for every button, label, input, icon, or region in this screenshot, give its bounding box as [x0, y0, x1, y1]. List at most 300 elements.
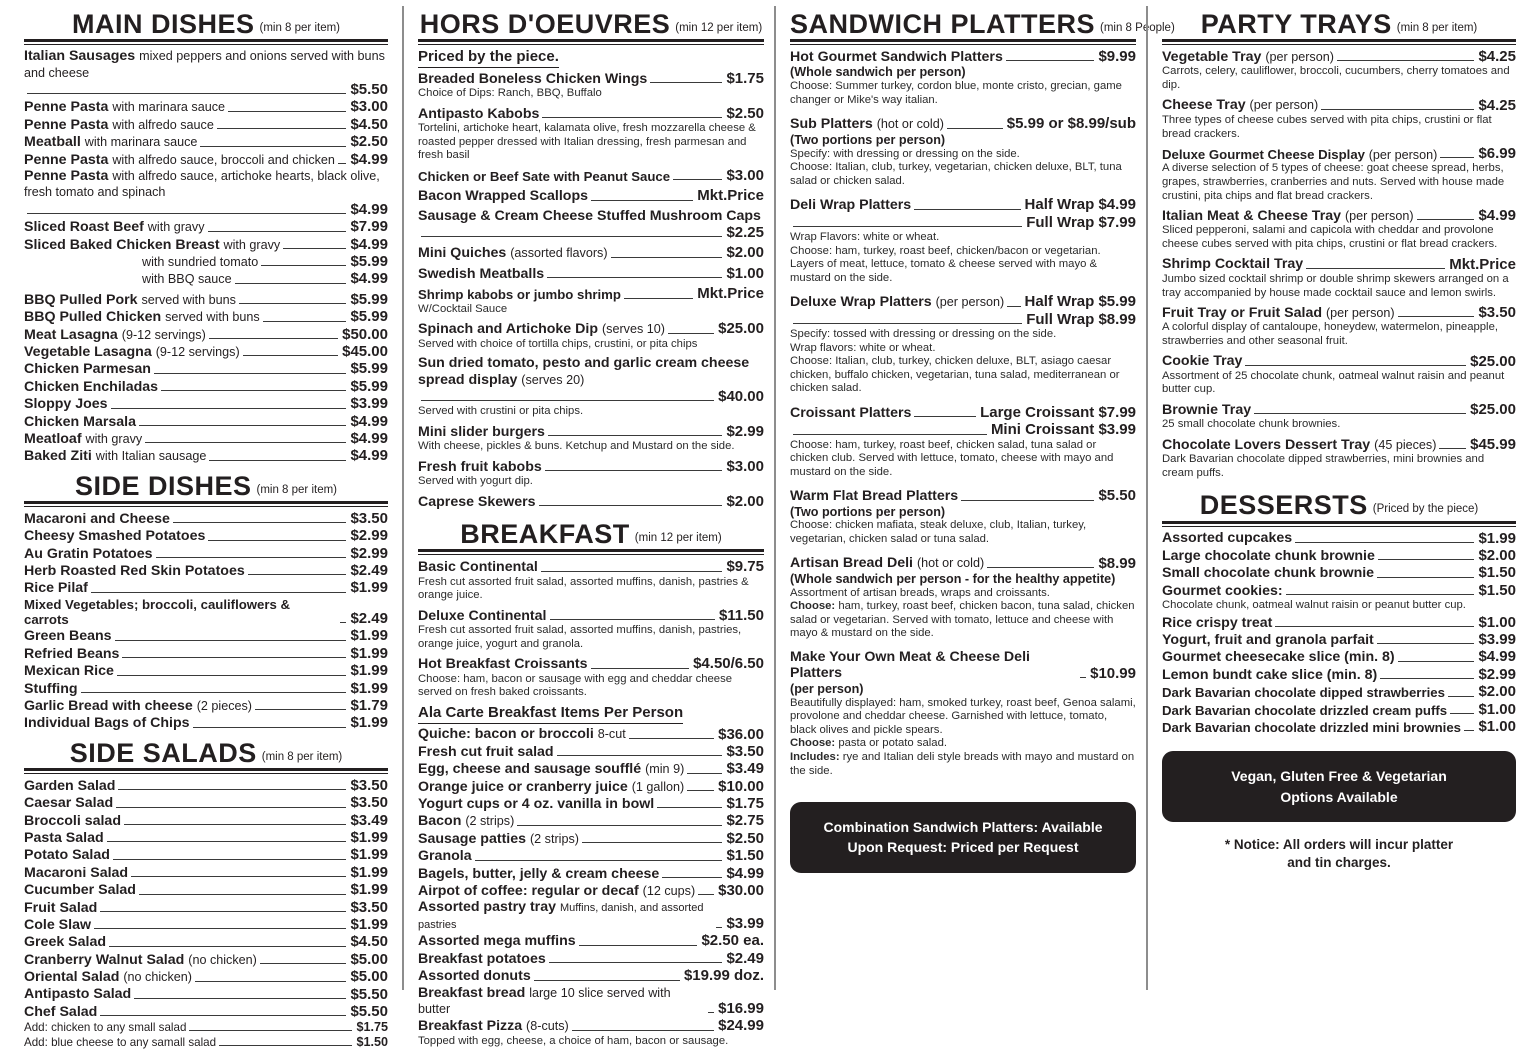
price-leader — [100, 911, 346, 912]
price-leader — [117, 675, 347, 676]
menu-item-description: Choose: Summer turkey, cordon blue, monte cristo, grecian, game changer or Mike's way italian. — [790, 80, 1122, 106]
price-leader — [1378, 559, 1475, 560]
price-leader — [260, 963, 347, 964]
menu-item-price: $4.50 — [350, 933, 388, 951]
menu-section — [24, 735, 388, 774]
menu-item-description: Three types of cheese cubes served with pita chips, crustini or flat bread crackers. — [1162, 113, 1492, 140]
menu-item-price: $3.00 — [726, 457, 764, 475]
menu-item-name: Antipasto Salad — [24, 986, 132, 1003]
section-rule — [418, 549, 764, 555]
menu-item-name: Garden Salad — [24, 777, 116, 794]
menu-item-qualifier: (no chicken) — [123, 970, 192, 985]
menu-item-row — [790, 487, 1136, 504]
menu-item-name: Assorted pastry tray Muffins, danish, and assorted pastries — [418, 899, 704, 931]
menu-item-secondary-price-row — [790, 311, 1136, 328]
menu-item-name: Bacon Wrapped Scallops — [418, 188, 589, 205]
menu-item-qualifier: (9-12 servings) — [121, 327, 206, 342]
menu-item-row — [790, 649, 1136, 682]
menu-item-price: $5.50 — [350, 1002, 388, 1020]
menu-item-name: Green Beans — [24, 628, 112, 645]
price-leader — [109, 946, 346, 947]
menu-item-price: $2.00 — [726, 244, 764, 262]
menu-item-row — [418, 607, 764, 624]
menu-item-name: Chef Salad — [24, 1003, 98, 1020]
menu-item-row — [1162, 304, 1516, 321]
menu-item-name: Italian Meat & Cheese Tray (per person) — [1162, 208, 1414, 224]
menu-item-qualifier: (per person) — [1368, 147, 1438, 162]
price-leader — [1377, 577, 1474, 578]
menu-item-price: $24.99 — [718, 1017, 764, 1035]
menu-item-price: $10.00 — [718, 777, 764, 795]
menu-item-name: Make Your Own Meat & Cheese Deli Platters — [790, 649, 1030, 682]
price-leader — [122, 657, 346, 658]
price-leader — [340, 622, 346, 623]
menu-item-price: $19.99 doz. — [683, 967, 764, 985]
section-min-note: (min 12 per item) — [675, 22, 763, 34]
menu-item-name: Cucumber Salad — [24, 882, 136, 899]
menu-item-row — [418, 812, 764, 829]
price-leader — [91, 592, 347, 593]
menu-item-row — [790, 196, 1136, 213]
menu-item-name: Vegetable Lasagna (9-12 servings) — [24, 343, 240, 360]
price-leader — [139, 894, 346, 895]
menu-item-price: $30.00 — [718, 882, 764, 900]
price-leader — [173, 522, 347, 523]
menu-section — [24, 6, 388, 45]
menu-item-price: $1.99 — [1478, 529, 1516, 547]
menu-item-description: Assortment of artisan breads, wraps and croissants. Choose: ham, turkey, roast beef, chicken bacon, tuna salad, chicken salad or vegetarian. Served with tomato, lettuce and cheese with mayo & mustard on the side. — [790, 586, 1135, 640]
menu-item-subtitle: (Two portions per person) — [790, 132, 946, 147]
menu-item-row — [418, 967, 764, 984]
menu-item-name: Assorted mega muffins — [418, 933, 576, 950]
price-leader — [283, 248, 346, 249]
menu-item-row — [1162, 256, 1516, 273]
menu-item-row — [1162, 683, 1516, 700]
menu-item-row — [24, 864, 388, 881]
price-leader — [572, 1030, 714, 1031]
menu-item-qualifier: (2 strips) — [465, 814, 515, 829]
menu-item-name: Shrimp Cocktail Tray — [1162, 256, 1304, 273]
menu-item-name: BBQ Pulled Pork served with buns — [24, 291, 236, 308]
price-leader — [582, 842, 722, 843]
priced-by-piece-wrap — [418, 48, 764, 70]
menu-item-name: Quiche: bacon or broccoli 8-cut — [418, 726, 626, 743]
menu-item-price-secondary: Mini Croissant $3.99 — [990, 421, 1136, 439]
menu-item-row — [1162, 666, 1516, 683]
menu-item-qualifier: with gravy — [223, 237, 281, 252]
menu-item-name: Individual Bags of Chips — [24, 715, 190, 732]
menu-item-row — [24, 1003, 388, 1020]
menu-item-qualifier: with alfredo sauce — [112, 117, 214, 132]
menu-item-price: $25.00 — [718, 320, 764, 338]
price-leader — [534, 980, 680, 981]
menu-item-price: $3.99 — [350, 395, 388, 413]
menu-item-price: $9.75 — [726, 558, 764, 576]
menu-item-price: $5.99 — [350, 308, 388, 326]
menu-item-price: $3.50 — [350, 898, 388, 916]
price-leader — [914, 416, 976, 417]
menu-item-row — [24, 777, 388, 794]
menu-item-qualifier: Muffins, danish, and assorted pastries — [418, 902, 704, 931]
price-leader — [961, 500, 1094, 501]
spacer — [790, 108, 1136, 115]
menu-item-price: $5.99 — [350, 360, 388, 378]
menu-item-row — [24, 308, 388, 325]
menu-item-row — [24, 1035, 388, 1050]
price-leader — [708, 1012, 714, 1013]
menu-item-row — [24, 510, 388, 527]
menu-item-price: $5.50 — [350, 985, 388, 1003]
menu-item-qualifier: (9-12 servings) — [155, 344, 240, 359]
menu-item-price: $4.99 — [350, 429, 388, 447]
menu-item-name: BBQ Pulled Chicken served with buns — [24, 309, 260, 326]
menu-item-description: Specify: with dressing or dressing on the side. Choose: Italian, club, turkey, vegetarian, chicken deluxe, BLT, tuna salad or chicken salad. — [790, 147, 1122, 187]
menu-item-price: $1.99 — [350, 863, 388, 881]
menu-item-name: Small chocolate chunk brownie — [1162, 565, 1375, 582]
menu-item-price: $45.99 — [1470, 435, 1516, 453]
menu-item-price: $5.99 — [350, 290, 388, 308]
menu-item-name: Sliced Baked Chicken Breast with gravy — [24, 236, 281, 253]
menu-item-name: Pasta Salad — [24, 829, 104, 846]
price-leader — [239, 303, 346, 304]
menu-section — [790, 6, 1175, 45]
section-title: MAIN DISHES (min 8 per item) — [71, 9, 341, 39]
menu-item-price: $40.00 — [718, 388, 764, 406]
menu-item-name: Artisan Bread Deli (hot or cold) — [790, 555, 985, 572]
menu-item-subtitle: (per person) — [790, 681, 864, 696]
menu-item-price: $1.50 — [1478, 564, 1516, 582]
menu-item-name: Meatball with marinara sauce — [24, 134, 198, 151]
menu-item-price: $1.99 — [350, 846, 388, 864]
menu-item-price: Mkt.Price — [697, 285, 764, 303]
menu-item-qualifier: (hot or cold) — [876, 117, 944, 132]
price-leader — [1380, 678, 1474, 679]
price-leader — [539, 505, 723, 506]
menu-item-row — [1162, 614, 1516, 631]
menu-item-price: $1.75 — [726, 795, 764, 813]
price-leader — [27, 93, 346, 94]
menu-item-row — [24, 291, 388, 308]
menu-item-name: Au Gratin Potatoes — [24, 545, 153, 562]
price-leader — [107, 841, 347, 842]
menu-item-name: Cookie Tray — [1162, 353, 1243, 370]
menu-item-price: $5.50 — [350, 81, 388, 99]
price-leader — [100, 1015, 346, 1016]
menu-item-name: Antipasto Kabobs — [418, 105, 540, 122]
price-leader — [687, 790, 714, 791]
menu-item-name: Basic Continental — [418, 559, 538, 576]
menu-item-name: Brownie Tray — [1162, 401, 1252, 418]
price-leader — [579, 945, 698, 946]
menu-item — [418, 355, 764, 405]
menu-item-name: Macaroni and Cheese — [24, 510, 170, 527]
price-leader — [541, 571, 723, 572]
menu-item-row — [418, 950, 764, 967]
menu-item-description: Assortment of 25 chocolate chunk, oatmeal walnut raisin and peanut butter cup. — [1162, 369, 1505, 396]
price-leader — [115, 640, 347, 641]
menu-item-price: $45.00 — [342, 343, 388, 361]
menu-item-price: $4.99 — [350, 447, 388, 465]
price-leader — [145, 442, 346, 443]
menu-item-qualifier: with alfredo sauce, artichoke hearts, black olive, fresh tomato and spinach — [24, 168, 380, 200]
menu-item-name: Sub Platters (hot or cold) — [790, 116, 944, 133]
menu-item-qualifier: 8-cut — [597, 727, 626, 742]
menu-item-row — [24, 579, 388, 596]
menu-item-row — [418, 423, 764, 440]
menu-item-price: Mkt.Price — [1449, 255, 1516, 273]
price-leader — [81, 692, 347, 693]
menu-item-description: Beautifully displayed: ham, smoked turkey, roast beef, Genoa salami, provolone and cheddar cheese. Garnished with lettuce, tomato, black olives and pickle spears. Choose: pasta or potato salad. Includes: rye and Italian deli style breads with mayo and mustard on the side. — [790, 696, 1136, 777]
spacer — [790, 286, 1136, 293]
vegan-options-callout: Vegan, Gluten Free & Vegetarian Options Available — [1162, 751, 1516, 822]
menu-item-price: $2.99 — [1478, 665, 1516, 683]
menu-item-name: Caesar Salad — [24, 795, 114, 812]
menu-item-name: Dark Bavarian chocolate dipped strawberries — [1162, 685, 1445, 701]
menu-item-name: Chicken or Beef Sate with Peanut Sauce — [418, 168, 671, 184]
section-title: BREAKFAST (min 12 per item) — [460, 519, 722, 550]
menu-item-row — [24, 326, 388, 343]
menu-item-name: Cole Slaw — [24, 916, 92, 933]
price-leader — [113, 859, 347, 860]
menu-item-name: Stuffing — [24, 680, 78, 697]
menu-item-name: Dark Bavarian chocolate drizzled mini brownies — [1162, 720, 1462, 736]
price-leader — [1321, 109, 1474, 110]
menu-item-price: $1.99 — [350, 644, 388, 662]
menu-item-name: Bacon (2 strips) — [418, 813, 515, 830]
menu-item-row — [418, 187, 764, 204]
priced-by-piece-heading: Priced by the piece. — [418, 48, 559, 68]
section-rule — [1162, 521, 1516, 527]
price-leader — [1295, 542, 1474, 543]
menu-item-subtitle: (Whole sandwich per person - for the healthy appetite) — [790, 571, 1116, 586]
menu-item-price: $2.99 — [350, 527, 388, 545]
menu-item-row — [418, 493, 764, 510]
menu-item-price: $2.49 — [350, 562, 388, 580]
spacer — [790, 189, 1136, 196]
menu-section — [1162, 6, 1516, 45]
spacer — [790, 480, 1136, 487]
menu-item-name: Rice crispy treat — [1162, 614, 1273, 631]
menu-item-price: $3.00 — [726, 166, 764, 184]
price-leader — [94, 928, 346, 929]
menu-item-row — [24, 916, 388, 933]
price-leader — [1417, 219, 1475, 220]
menu-item-name: Broccoli salad — [24, 812, 121, 829]
menu-item-name: Penne Pasta with alfredo sauce — [24, 116, 214, 133]
column-party-trays — [1146, 6, 1526, 990]
price-leader — [1377, 643, 1475, 644]
menu-item-name: Sun dried tomato, pesto and garlic cream cheese spread display (serves 20) — [418, 355, 750, 388]
menu-item — [24, 168, 388, 218]
menu-item-price: $4.99 — [1478, 648, 1516, 666]
menu-item-price: $36.00 — [718, 725, 764, 743]
menu-item-row — [24, 597, 388, 628]
section-title: PARTY TRAYS (min 8 per item) — [1200, 9, 1478, 39]
price-leader — [124, 824, 346, 825]
menu-item-price: $2.00 — [726, 492, 764, 510]
menu-item-price: $2.50 — [726, 104, 764, 122]
menu-item-name: Meatloaf with gravy — [24, 430, 143, 447]
menu-item-row — [24, 933, 388, 950]
menu-item-qualifier: (2 strips) — [529, 831, 579, 846]
price-leader — [217, 128, 347, 129]
menu-item-row — [1162, 48, 1516, 65]
menu-item-row — [24, 236, 388, 253]
spacer — [790, 397, 1136, 404]
menu-item-row — [24, 527, 388, 544]
spacer — [790, 548, 1136, 555]
menu-item-price: $10.99 — [1090, 664, 1136, 682]
menu-item-row — [418, 1017, 764, 1034]
price-leader — [1080, 677, 1086, 678]
menu-item-name: Refried Beans — [24, 645, 120, 662]
menu-item-qualifier: (hot or cold) — [916, 556, 985, 571]
menu-item-name: Chicken Marsala — [24, 413, 136, 430]
menu-item-qualifier: (per person) — [1265, 50, 1334, 64]
menu-item-name: Gourmet cheesecake slice (min. 8) — [1162, 649, 1395, 666]
menu-item-description: Fresh cut assorted fruit salad, assorted muffins, danish, pastries, orange juice, yogurt and granola. — [418, 624, 742, 650]
menu-item-price: $2.49 — [350, 610, 388, 628]
menu-item-name: Vegetable Tray (per person) — [1162, 49, 1334, 65]
menu-item-row — [24, 812, 388, 829]
menu-item-name: Penne Pasta with alfredo sauce, broccoli and chicken — [24, 151, 335, 168]
menu-item-row — [418, 726, 764, 743]
price-leader — [1254, 413, 1466, 414]
menu-item-name: Gourmet cookies: — [1162, 582, 1283, 599]
menu-item-name: Baked Ziti with Italian sausage — [24, 448, 207, 465]
menu-item-price: $3.99 — [1478, 631, 1516, 649]
price-leader — [1007, 306, 1020, 307]
menu-item-price: Large Croissant $7.99 — [980, 403, 1136, 421]
menu-item-secondary-price-row — [790, 214, 1136, 231]
menu-item-name: Fruit Salad — [24, 899, 98, 916]
menu-item-price-secondary: Full Wrap $7.99 — [1026, 213, 1136, 231]
menu-item-row — [1162, 97, 1516, 114]
menu-item-price: $25.00 — [1470, 352, 1516, 370]
menu-item-row — [418, 882, 764, 899]
price-leader — [161, 390, 346, 391]
menu-item-price: $5.00 — [350, 968, 388, 986]
menu-item-subtitle: (Two portions per person) — [790, 504, 946, 519]
price-leader — [542, 117, 722, 118]
menu-section — [418, 6, 764, 45]
menu-item-row — [24, 360, 388, 377]
price-leader — [134, 998, 346, 999]
menu-item-price: $4.99 — [350, 412, 388, 430]
menu-item-name: Lemon bundt cake slice (min. 8) — [1162, 666, 1378, 683]
menu-item-price: $1.00 — [1478, 700, 1516, 718]
menu-item-description: With cheese, pickles & buns. Ketchup and Mustard on the side. — [418, 440, 735, 453]
menu-item-qualifier: with sundried tomato — [142, 255, 259, 269]
menu-item-name: Spinach and Artichoke Dip (serves 10) — [418, 321, 665, 338]
menu-item-row — [24, 378, 388, 395]
section-title: DESSERSTS (Priced by the piece) — [1199, 490, 1479, 521]
menu-item-name: Add: blue cheese to any samall salad — [24, 1036, 217, 1050]
menu-item-description: Served with choice of tortilla chips, crustini, or pita chips — [418, 337, 698, 350]
menu-item-price: $2.99 — [350, 544, 388, 562]
menu-item-row — [418, 70, 764, 87]
price-leader — [1398, 661, 1475, 662]
menu-item-row — [24, 133, 388, 150]
menu-item-price: $8.99 — [1098, 554, 1136, 572]
menu-item-qualifier: (min 9) — [645, 762, 685, 777]
menu-item-qualifier: (per person) — [1344, 209, 1414, 223]
price-leader — [914, 209, 1020, 210]
menu-item-subtitle: (Whole sandwich per person) — [790, 65, 966, 80]
price-leader — [475, 860, 723, 861]
price-leader — [189, 1030, 352, 1031]
menu-item — [24, 48, 388, 98]
menu-item-row — [24, 1020, 388, 1035]
menu-item-description: Jumbo sized cocktail shrimp or double shrimp skewers arranged on a tray accompanied by house made cocktail sauce and lemon swirls. — [1162, 272, 1509, 299]
menu-item-row — [1162, 648, 1516, 665]
price-leader — [1306, 268, 1445, 269]
section-min-note: (min 8 People) — [1100, 22, 1175, 34]
section-title: HORS D'OEUVRES (min 12 per item) — [419, 9, 763, 39]
price-leader — [261, 265, 346, 266]
price-leader — [154, 373, 346, 374]
menu-item-row — [418, 847, 764, 864]
menu-item-row — [24, 168, 388, 218]
menu-item-description: Choose: ham, bacon or sausage with egg and cheddar cheese served on fresh baked croissants. — [418, 672, 733, 699]
menu-item-name: Sloppy Joes — [24, 396, 108, 413]
price-leader — [195, 981, 346, 982]
menu-item-price: $1.99 — [350, 829, 388, 847]
price-leader — [338, 163, 347, 164]
menu-item-name: Herb Roasted Red Skin Potatoes — [24, 562, 245, 579]
menu-item — [418, 208, 764, 242]
menu-item-qualifier: served with buns — [165, 310, 260, 325]
menu-item-row — [24, 881, 388, 898]
menu-item-name: Sliced Roast Beef with gravy — [24, 219, 205, 236]
menu-item-price-secondary: Full Wrap $8.99 — [1026, 310, 1136, 328]
menu-item-row — [790, 293, 1136, 310]
menu-item-price: $3.50 — [350, 776, 388, 794]
menu-item-price: $3.50 — [350, 509, 388, 527]
menu-item-qualifier: (2 pieces) — [196, 698, 252, 713]
menu-item-row — [790, 48, 1136, 65]
menu-item-qualifier: with BBQ sauce — [142, 272, 232, 287]
menu-item-price: $2.75 — [726, 812, 764, 830]
menu-item-row — [418, 830, 764, 847]
ala-carte-heading: Ala Carte Breakfast Items Per Person — [418, 704, 683, 724]
menu-item-row — [24, 253, 388, 270]
menu-item-description: Tortelini, artichoke heart, kalamata olive, fresh mozzarella cheese & roasted pepper dressed with Italian dressing, fresh parmesan and fresh basil — [418, 122, 756, 162]
menu-item-row — [1162, 436, 1516, 453]
menu-item-name: Mixed Vegetables; broccoli, cauliflowers & carrots — [24, 596, 291, 628]
menu-item-row — [418, 760, 764, 777]
menu-item-price: $4.99 — [350, 235, 388, 253]
menu-item-description: Dark Bavarian chocolate dipped strawberries, mini brownies and cream puffs. — [1162, 453, 1485, 479]
menu-item-name: Penne Pasta with marinara sauce — [24, 99, 226, 116]
menu-item-name: Orange juice or cranberry juice (1 gallon) — [418, 778, 685, 795]
menu-item-name: Deli Wrap Platters — [790, 197, 912, 214]
menu-item-name: Deluxe Continental — [418, 607, 547, 624]
menu-item-price: $4.99 — [350, 200, 388, 218]
menu-item-qualifier: (per person) — [935, 295, 1005, 310]
menu-item-description: Served with crustini or pita chips. — [418, 405, 584, 418]
menu-item-price: $1.99 — [350, 714, 388, 732]
menu-item-row — [418, 865, 764, 882]
menu-item-price: $2.50 ea. — [701, 932, 764, 950]
menu-item-row — [24, 794, 388, 811]
menu-item-name: Caprese Skewers — [418, 493, 536, 510]
price-leader — [200, 146, 346, 147]
menu-item-name: Add: chicken to any small salad — [24, 1021, 187, 1035]
menu-item-row — [24, 343, 388, 360]
section-min-note: (min 8 per item) — [256, 483, 338, 496]
price-leader — [209, 338, 338, 339]
